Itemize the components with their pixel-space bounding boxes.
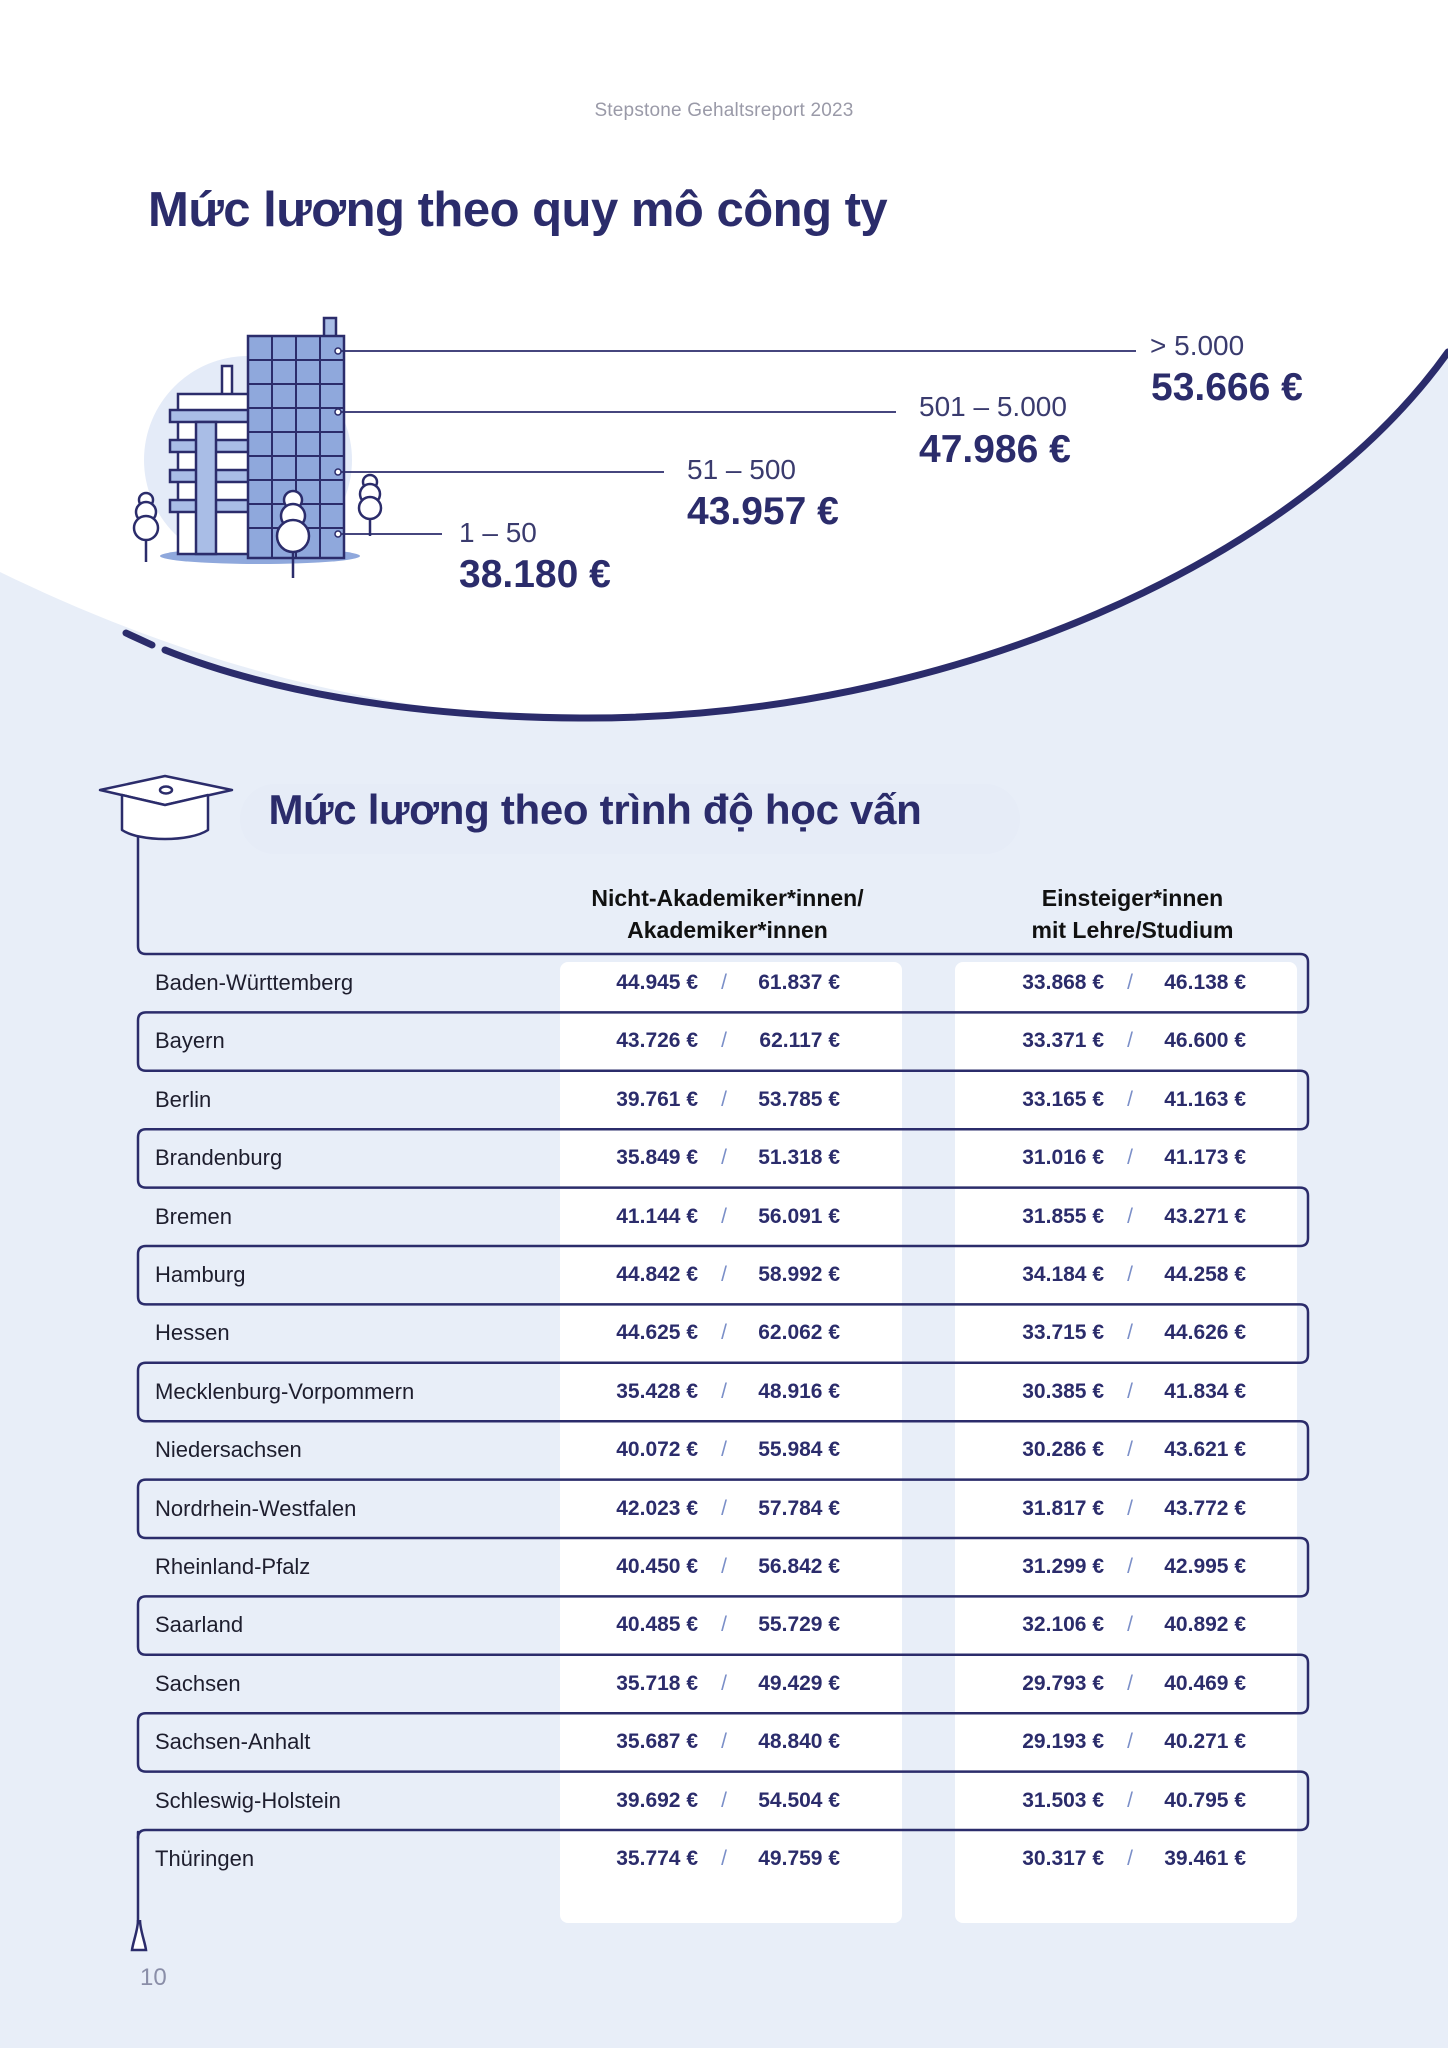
value-separator: /: [721, 1029, 727, 1053]
row-value-academic: 54.504 €: [758, 1788, 840, 1812]
value-separator: /: [1127, 1555, 1133, 1578]
tier-range-51-500: 51 – 500: [687, 454, 796, 485]
row-value-entry-study: 43.621 €: [1164, 1438, 1246, 1462]
page-number: 10: [140, 1964, 167, 1991]
row-value-nonacademic: 39.761 €: [616, 1087, 698, 1111]
row-value-nonacademic: 44.842 €: [616, 1263, 698, 1286]
value-separator: /: [1127, 1263, 1133, 1286]
table-row: [0, 1188, 1448, 1246]
row-value-entry-apprenticeship: 29.793 €: [1022, 1671, 1104, 1695]
tier-range-5000-plus: > 5.000: [1150, 330, 1245, 361]
row-value-entry-study: 40.795 €: [1164, 1788, 1246, 1812]
row-state-name: Bayern: [155, 1028, 225, 1054]
row-value-nonacademic: 40.485 €: [616, 1613, 698, 1637]
row-state-name: Rheinland-Pfalz: [155, 1554, 311, 1579]
value-separator: /: [1127, 971, 1133, 994]
row-value-nonacademic: 42.023 €: [616, 1496, 698, 1520]
row-value-academic: 57.784 €: [758, 1496, 840, 1520]
report-header: Stepstone Gehaltsreport 2023: [594, 100, 854, 121]
row-value-entry-apprenticeship: 30.317 €: [1022, 1847, 1104, 1870]
row-value-nonacademic: 41.144 €: [616, 1204, 698, 1228]
value-separator: /: [1127, 1613, 1133, 1637]
row-value-nonacademic: 35.428 €: [616, 1379, 698, 1403]
value-separator: /: [1127, 1671, 1133, 1695]
row-value-entry-apprenticeship: 33.371 €: [1022, 1029, 1104, 1053]
row-value-entry-study: 43.772 €: [1164, 1496, 1246, 1520]
row-value-academic: 51.318 €: [758, 1146, 840, 1170]
value-separator: /: [721, 971, 727, 994]
row-value-academic: 55.729 €: [758, 1613, 840, 1637]
table-row: [0, 1071, 1448, 1129]
tier-amount-5000-plus: 53.666 €: [1151, 366, 1303, 409]
row-value-nonacademic: 40.450 €: [616, 1555, 698, 1578]
row-value-entry-study: 44.258 €: [1164, 1263, 1246, 1286]
row-value-entry-study: 39.461 €: [1164, 1847, 1246, 1870]
row-state-name: Saarland: [155, 1612, 244, 1638]
row-value-entry-study: 44.626 €: [1164, 1321, 1246, 1345]
tier-range-1-50: 1 – 50: [459, 517, 537, 548]
table-row: [0, 1246, 1448, 1304]
table-row: [0, 1129, 1448, 1187]
tier-amount-51-500: 43.957 €: [687, 490, 839, 533]
value-separator: /: [721, 1379, 727, 1403]
row-value-entry-study: 40.271 €: [1164, 1730, 1246, 1754]
value-separator: /: [721, 1204, 727, 1228]
value-separator: /: [721, 1087, 727, 1111]
row-state-name: Thüringen: [155, 1846, 255, 1871]
row-value-academic: 62.062 €: [758, 1321, 840, 1345]
row-value-nonacademic: 39.692 €: [616, 1788, 698, 1812]
row-value-academic: 49.759 €: [758, 1847, 840, 1870]
table-row: [0, 1480, 1448, 1538]
row-value-entry-study: 42.995 €: [1164, 1555, 1246, 1578]
row-value-entry-study: 43.271 €: [1164, 1204, 1246, 1228]
value-separator: /: [721, 1438, 727, 1462]
value-separator: /: [721, 1146, 727, 1170]
row-value-entry-study: 41.173 €: [1164, 1146, 1246, 1170]
row-value-nonacademic: 40.072 €: [616, 1438, 698, 1462]
row-value-entry-apprenticeship: 31.817 €: [1022, 1496, 1104, 1520]
row-value-academic: 62.117 €: [759, 1029, 840, 1053]
value-separator: /: [1127, 1029, 1133, 1053]
row-value-entry-apprenticeship: 29.193 €: [1022, 1730, 1104, 1754]
row-state-name: Niedersachsen: [155, 1437, 302, 1463]
company-size-title: Mức lương theo quy mô công ty: [148, 183, 888, 237]
table-row: [0, 1596, 1448, 1654]
row-value-academic: 55.984 €: [758, 1438, 840, 1462]
table-row: [0, 1830, 1448, 1888]
value-separator: /: [721, 1263, 727, 1286]
row-value-academic: 56.842 €: [758, 1555, 840, 1578]
row-value-entry-apprenticeship: 30.385 €: [1022, 1379, 1104, 1403]
row-value-academic: 56.091 €: [758, 1204, 840, 1228]
row-state-name: Berlin: [155, 1086, 212, 1112]
tier-range-501-5000: 501 – 5.000: [919, 391, 1067, 422]
table-row: [0, 1772, 1448, 1830]
table-row: [0, 1012, 1448, 1070]
row-value-entry-study: 46.600 €: [1164, 1029, 1246, 1053]
table-row: [0, 1655, 1448, 1713]
value-separator: /: [721, 1671, 727, 1695]
value-separator: /: [721, 1847, 727, 1870]
row-value-entry-study: 40.892 €: [1164, 1613, 1246, 1637]
row-state-name: Bremen: [155, 1203, 233, 1229]
row-value-entry-apprenticeship: 32.106 €: [1022, 1613, 1104, 1637]
column-header-entry-line2: mit Lehre/Studium: [1031, 917, 1234, 943]
column-header-academic-line1: Nicht-Akademiker*innen/: [591, 885, 864, 911]
row-value-nonacademic: 44.945 €: [616, 971, 698, 994]
value-separator: /: [1127, 1379, 1133, 1403]
row-value-entry-apprenticeship: 33.868 €: [1022, 971, 1104, 994]
column-header-academic-line2: Akademiker*innen: [627, 917, 828, 943]
table-row: [0, 1713, 1448, 1771]
row-value-entry-apprenticeship: 31.855 €: [1022, 1204, 1104, 1228]
row-value-academic: 48.916 €: [758, 1379, 840, 1403]
row-state-name: Brandenburg: [155, 1145, 283, 1171]
row-value-entry-apprenticeship: 31.503 €: [1022, 1788, 1104, 1812]
tier-amount-1-50: 38.180 €: [459, 553, 611, 596]
row-value-entry-study: 41.163 €: [1164, 1087, 1246, 1111]
column-header-entry-line1: Einsteiger*innen: [1041, 885, 1224, 911]
value-separator: /: [1127, 1788, 1133, 1812]
row-value-nonacademic: 43.726 €: [616, 1029, 698, 1053]
row-value-entry-study: 40.469 €: [1164, 1671, 1246, 1695]
table-row: [0, 1304, 1448, 1362]
value-separator: /: [721, 1321, 727, 1345]
value-separator: /: [721, 1730, 727, 1754]
value-separator: /: [721, 1496, 727, 1520]
table-row: [0, 1421, 1448, 1479]
row-value-entry-study: 46.138 €: [1164, 971, 1246, 994]
education-title: Mức lương theo trình độ học vấn: [268, 786, 922, 833]
row-value-nonacademic: 35.718 €: [616, 1671, 698, 1695]
graduation-cap-icon: [100, 776, 232, 839]
row-value-entry-apprenticeship: 33.715 €: [1022, 1321, 1104, 1345]
row-value-nonacademic: 35.687 €: [616, 1730, 698, 1754]
value-separator: /: [1127, 1146, 1133, 1170]
row-value-entry-apprenticeship: 31.299 €: [1022, 1555, 1104, 1578]
row-value-academic: 53.785 €: [758, 1087, 840, 1111]
value-separator: /: [721, 1555, 727, 1578]
row-value-nonacademic: 35.774 €: [616, 1847, 698, 1870]
row-value-entry-apprenticeship: 30.286 €: [1022, 1438, 1104, 1462]
row-value-nonacademic: 44.625 €: [616, 1321, 698, 1345]
row-state-name: Baden-Württemberg: [155, 970, 354, 995]
row-state-name: Sachsen: [155, 1670, 241, 1696]
value-separator: /: [1127, 1847, 1133, 1870]
row-state-name: Nordrhein-Westfalen: [155, 1495, 357, 1521]
tier-amount-501-5000: 47.986 €: [919, 428, 1071, 471]
row-value-nonacademic: 35.849 €: [616, 1146, 698, 1170]
value-separator: /: [1127, 1730, 1133, 1754]
row-state-name: Hamburg: [155, 1262, 246, 1287]
row-value-academic: 58.992 €: [758, 1263, 840, 1286]
row-value-academic: 48.840 €: [758, 1730, 840, 1754]
table-row: [0, 954, 1448, 1012]
row-value-entry-study: 41.834 €: [1164, 1379, 1246, 1403]
row-state-name: Schleswig-Holstein: [155, 1787, 341, 1813]
row-state-name: Mecklenburg-Vorpommern: [155, 1378, 415, 1404]
row-state-name: Sachsen-Anhalt: [155, 1729, 311, 1755]
table-row: [0, 1363, 1448, 1421]
row-value-entry-apprenticeship: 33.165 €: [1022, 1087, 1104, 1111]
value-separator: /: [1127, 1438, 1133, 1462]
row-value-entry-apprenticeship: 34.184 €: [1022, 1263, 1104, 1286]
value-separator: /: [1127, 1087, 1133, 1111]
value-separator: /: [721, 1613, 727, 1637]
value-separator: /: [1127, 1204, 1133, 1228]
row-value-academic: 49.429 €: [758, 1671, 840, 1695]
row-state-name: Hessen: [155, 1320, 230, 1346]
row-value-academic: 61.837 €: [758, 971, 840, 994]
value-separator: /: [721, 1788, 727, 1812]
value-separator: /: [1127, 1496, 1133, 1520]
row-value-entry-apprenticeship: 31.016 €: [1022, 1146, 1104, 1170]
table-row: [0, 1538, 1448, 1596]
value-separator: /: [1127, 1321, 1133, 1345]
